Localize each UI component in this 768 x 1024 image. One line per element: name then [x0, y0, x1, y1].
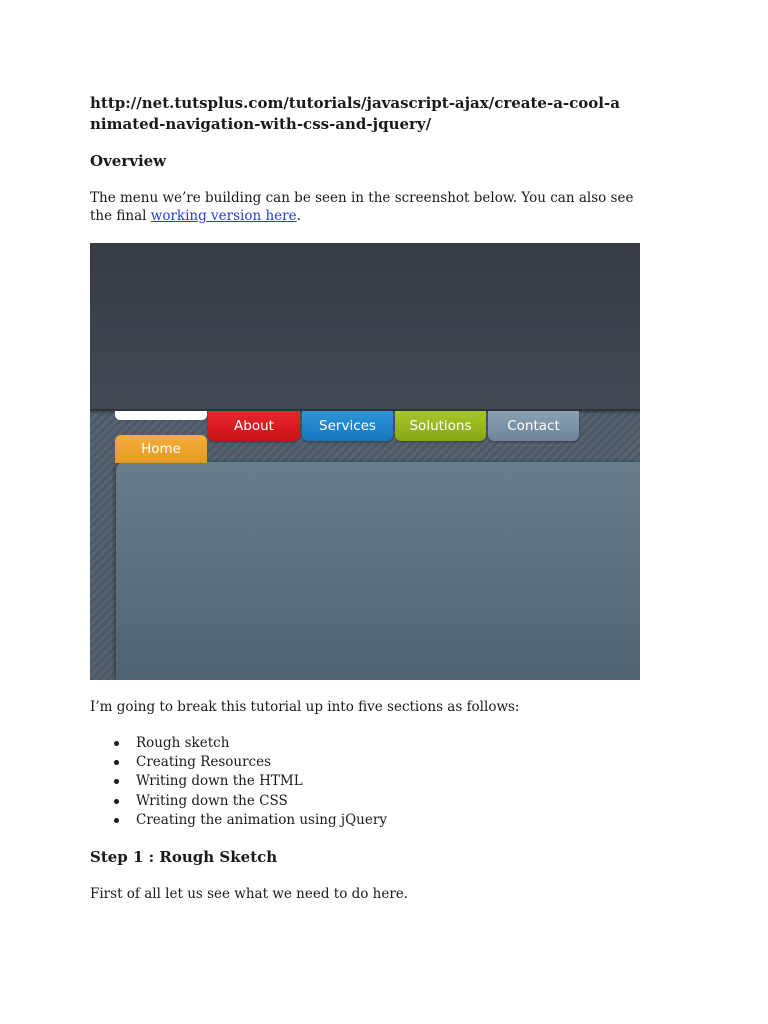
screenshot-tab-contact: Contact	[488, 411, 579, 441]
sections-intro: I’m going to break this tutorial up into five sections as follows:	[90, 699, 520, 715]
step1-paragraph: First of all let us see what we need to do here.	[90, 886, 409, 902]
overview-text-end: .	[296, 208, 301, 224]
list-item: Writing down the HTML	[90, 772, 650, 791]
url-heading: http://net.tutsplus.com/tutorials/javascript-ajax/create-a-cool-animated-navigation-with-css-and-jquery/	[90, 94, 620, 133]
screenshot-header-area	[90, 243, 640, 411]
sections-list	[90, 734, 650, 830]
screenshot-home-tab-top	[115, 411, 207, 420]
list-item: Creating the animation using jQuery	[90, 811, 650, 830]
step1-heading: Step 1 : Rough Sketch	[90, 848, 278, 866]
screenshot-tab-services: Services	[302, 411, 393, 441]
working-version-link[interactable]: working version here	[150, 208, 297, 224]
list-item: Creating Resources	[90, 753, 650, 772]
screenshot-tab-solutions: Solutions	[395, 411, 486, 441]
overview-paragraph	[90, 189, 650, 225]
overview-heading: Overview	[90, 152, 167, 170]
overview-text: The menu we’re building can be seen in the screenshot below. You can also see the final	[90, 190, 634, 224]
screenshot-tab-home: Home	[115, 435, 207, 463]
list-item: Rough sketch	[90, 734, 650, 753]
menu-screenshot	[90, 243, 640, 680]
screenshot-content-panel	[116, 462, 640, 680]
list-item: Writing down the CSS	[90, 792, 650, 811]
screenshot-tab-about: About	[208, 411, 300, 441]
